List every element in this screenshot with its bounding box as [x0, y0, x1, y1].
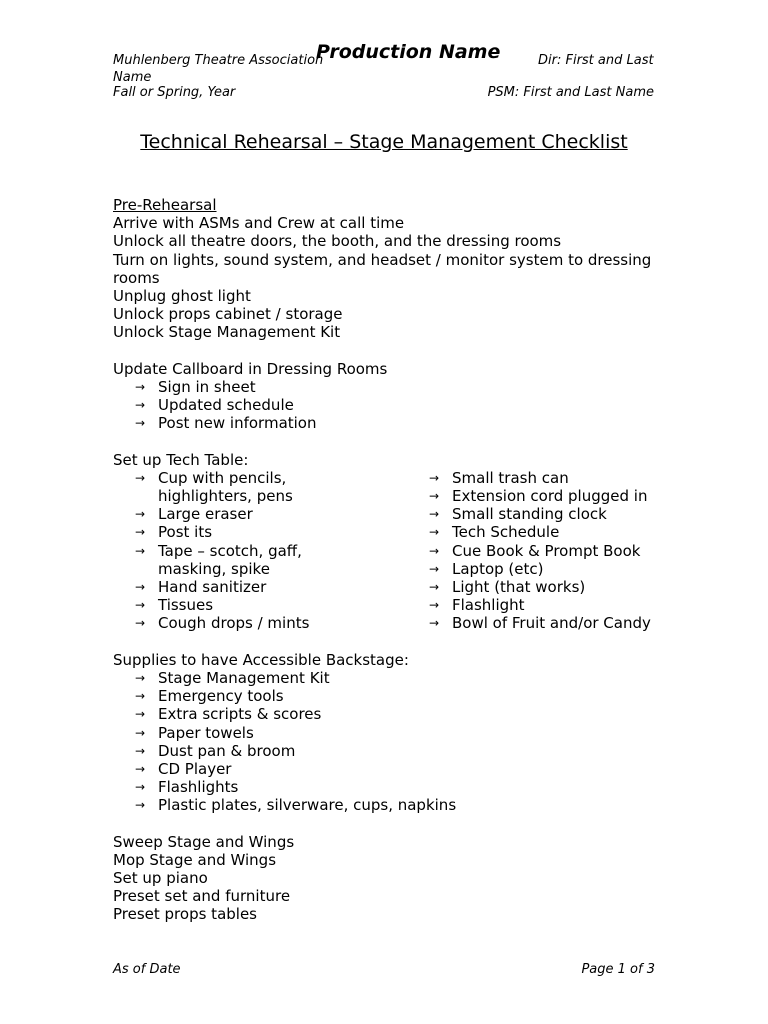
arrow-icon: → [429, 561, 440, 576]
footer-date: As of Date [113, 962, 181, 977]
arrow-icon: → [135, 580, 146, 595]
arrow-icon: → [135, 525, 146, 540]
list-item: Preset props tables [113, 905, 257, 924]
list-item: → Hand sanitizer [135, 578, 267, 597]
list-item: → Large eraser [135, 505, 253, 524]
season-line: Fall or Spring, Year [113, 85, 236, 100]
list-item: → CD Player [135, 759, 232, 778]
arrow-icon: → [429, 579, 440, 594]
arrow-icon: → [429, 543, 440, 558]
list-item: Unlock props cabinet / storage [113, 305, 343, 324]
list-item: → Sign in sheet [135, 377, 256, 396]
tech-table-heading: Set up Tech Table: [113, 450, 249, 469]
arrow-icon: → [135, 707, 146, 722]
arrow-icon: → [135, 671, 146, 686]
arrow-icon: → [135, 689, 146, 704]
arrow-icon: → [135, 743, 146, 758]
arrow-icon: → [429, 598, 440, 613]
list-item: → Stage Management Kit [135, 669, 330, 688]
list-item: Unlock all theatre doors, the booth, and the dressing rooms [113, 232, 562, 251]
arrow-icon: → [135, 379, 146, 394]
list-item: → Flashlight [429, 596, 525, 615]
list-item: Preset set and furniture [113, 887, 291, 906]
pre-rehearsal-heading: Pre-Rehearsal [113, 196, 217, 214]
list-item: → Post its [135, 523, 213, 542]
checklist-body [113, 196, 673, 924]
psm-line: PSM: First and Last Name [487, 85, 654, 100]
arrow-icon: → [429, 470, 440, 485]
list-item: → Post new information [135, 414, 317, 433]
arrow-icon: → [135, 780, 146, 795]
arrow-icon: → [135, 398, 146, 413]
page-number: Page 1 of 3 [581, 962, 655, 977]
list-item: Set up piano [113, 869, 208, 888]
list-item: → Light (that works) [429, 577, 586, 596]
backstage-heading: Supplies to have Accessible Backstage: [113, 650, 409, 669]
arrow-icon: → [135, 616, 146, 631]
list-item: → Updated schedule [135, 396, 294, 415]
arrow-icon: → [429, 507, 440, 522]
arrow-icon: → [135, 543, 146, 558]
list-item: → Cup with pencils, highlighters, pens [135, 468, 293, 506]
arrow-icon: → [135, 470, 146, 485]
list-item: → Emergency tools [135, 687, 284, 706]
arrow-icon: → [135, 798, 146, 813]
arrow-icon: → [135, 725, 146, 740]
list-item: Sweep Stage and Wings [113, 832, 295, 851]
list-item: → Cough drops / mints [135, 614, 310, 633]
arrow-icon: → [135, 761, 146, 776]
list-item: → Tape – scotch, gaff, masking, spike [135, 541, 302, 578]
production-name: Production Name [316, 41, 501, 63]
list-item: → Cue Book & Prompt Book [429, 541, 641, 560]
list-item: Unplug ghost light [113, 286, 251, 305]
list-item: → Small trash can [429, 468, 569, 487]
callboard-heading: Update Callboard in Dressing Rooms [113, 359, 388, 378]
list-item: → Extension cord plugged in [429, 487, 648, 506]
list-item: → Paper towels [135, 723, 254, 742]
list-item: → Laptop (etc) [429, 559, 544, 578]
list-item: → Tissues [135, 596, 214, 615]
document-header [113, 41, 658, 101]
list-item: Mop Stage and Wings [113, 850, 277, 869]
arrow-icon: → [429, 489, 440, 504]
arrow-icon: → [135, 507, 146, 522]
tech-table-list [113, 469, 673, 633]
list-item: → Dust pan & broom [135, 741, 296, 760]
list-item: → Plastic plates, silverware, cups, napkins [135, 796, 457, 815]
list-item: Unlock Stage Management Kit [113, 323, 341, 342]
director-line: Dir: First and Last Name [113, 53, 654, 85]
list-item: Turn on lights, sound system, and headset / monitor system to dressing rooms [113, 250, 652, 287]
tech-table-right-column [407, 469, 677, 633]
organization-name: Muhlenberg Theatre Association [113, 53, 324, 68]
document-footer [113, 962, 655, 977]
document-title: Technical Rehearsal – Stage Management Checklist [140, 131, 628, 153]
arrow-icon: → [135, 416, 146, 431]
arrow-icon: → [135, 598, 146, 613]
list-item: → Flashlights [135, 778, 239, 797]
arrow-icon: → [429, 525, 440, 540]
tech-table-left-column [113, 469, 403, 633]
list-item: Arrive with ASMs and Crew at call time [113, 214, 405, 233]
arrow-icon: → [429, 616, 440, 631]
list-item: → Extra scripts & scores [135, 705, 322, 724]
list-item: → Bowl of Fruit and/or Candy [429, 614, 651, 633]
list-item: → Tech Schedule [429, 523, 560, 542]
list-item: → Small standing clock [429, 505, 607, 524]
